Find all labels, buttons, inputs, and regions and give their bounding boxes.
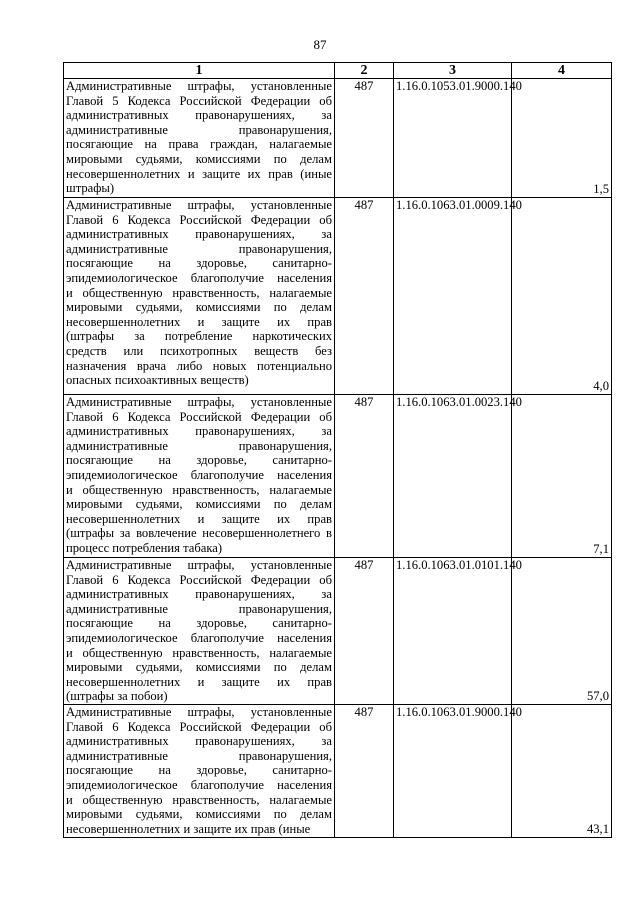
row-amount: 4,0 — [512, 198, 612, 395]
page-number: 87 — [313, 37, 327, 52]
description-line: Главой 5 Кодекса Российской Федерации об — [66, 93, 332, 108]
description-line: административных правонарушениях, за — [66, 108, 332, 123]
row-amount: 1,5 — [512, 79, 612, 198]
description-line: несовершеннолетних и защите их прав (иные — [66, 166, 332, 181]
description-line: Административные штрафы, установленные — [66, 198, 332, 212]
row-description — [64, 558, 335, 705]
description-line: административных правонарушениях, за — [66, 424, 332, 439]
row-description — [64, 198, 335, 395]
description-line: административных правонарушениях, за — [66, 227, 332, 242]
description-line: мировыми судьями, комиссиями по делам — [66, 807, 332, 822]
description-line: Административные штрафы, установленные — [66, 395, 332, 409]
header-col-2: 2 — [335, 63, 394, 79]
description-line: мировыми судьями, комиссиями по делам — [66, 151, 332, 166]
description-line: Главой 6 Кодекса Российской Федерации об — [66, 572, 332, 587]
description-line: административные правонарушения, — [66, 601, 332, 616]
description-line: несовершеннолетних и защите их прав — [66, 511, 332, 526]
row-admin-code: 487 — [335, 395, 394, 558]
description-line: административные правонарушения, — [66, 438, 332, 453]
description-line: административные правонарушения, — [66, 122, 332, 137]
description-line: и общественную нравственность, налагаемые — [66, 645, 332, 660]
row-admin-code: 487 — [335, 558, 394, 705]
table-row — [64, 558, 612, 705]
table-row — [64, 705, 612, 838]
table-row — [64, 395, 612, 558]
description-line: несовершеннолетних и защите их прав — [66, 674, 332, 689]
table-header-row — [64, 63, 612, 79]
description-line: посягающие на здоровье, санитарно- — [66, 256, 332, 271]
description-line: и общественную нравственность, налагаемые — [66, 792, 332, 807]
row-classification-code: 1.16.0.1063.01.0023.140 — [394, 395, 512, 558]
description-line: эпидемиологическое благополучие населения — [66, 630, 332, 645]
budget-revenue-table — [63, 62, 612, 838]
row-classification-code: 1.16.0.1063.01.0009.140 — [394, 198, 512, 395]
description-line: эпидемиологическое благополучие населения — [66, 270, 332, 285]
description-line: Административные штрафы, установленные — [66, 705, 332, 719]
row-admin-code: 487 — [335, 198, 394, 395]
description-line: Административные штрафы, установленные — [66, 79, 332, 93]
row-amount: 7,1 — [512, 395, 612, 558]
description-line: посягающие на здоровье, санитарно- — [66, 616, 332, 631]
description-line: административных правонарушениях, за — [66, 587, 332, 602]
description-line: Административные штрафы, установленные — [66, 558, 332, 572]
description-line: мировыми судьями, комиссиями по делам — [66, 660, 332, 675]
description-line: несовершеннолетних и защите их прав (иные — [66, 821, 311, 836]
description-line: процесс потребления табака) — [66, 540, 223, 555]
header-col-3: 3 — [394, 63, 512, 79]
description-line: назначения врача либо новых потенциально — [66, 358, 332, 373]
row-classification-code: 1.16.0.1063.01.0101.140 — [394, 558, 512, 705]
description-line: административных правонарушениях, за — [66, 734, 332, 749]
row-amount: 43,1 — [512, 705, 612, 838]
row-classification-code: 1.16.0.1063.01.9000.140 — [394, 705, 512, 838]
description-line: (штрафы за потребление наркотических — [66, 329, 332, 344]
description-line: штрафы) — [66, 181, 115, 196]
row-classification-code: 1.16.0.1053.01.9000.140 — [394, 79, 512, 198]
row-description — [64, 79, 335, 198]
description-line: посягающие на здоровье, санитарно- — [66, 763, 332, 778]
description-line: эпидемиологическое благополучие населения — [66, 777, 332, 792]
description-line: мировыми судьями, комиссиями по делам — [66, 497, 332, 512]
row-admin-code: 487 — [335, 79, 394, 198]
description-line: Главой 6 Кодекса Российской Федерации об — [66, 212, 332, 227]
row-amount: 57,0 — [512, 558, 612, 705]
description-line: и общественную нравственность, налагаемые — [66, 482, 332, 497]
description-line: Главой 6 Кодекса Российской Федерации об — [66, 409, 332, 424]
description-line: и общественную нравственность, налагаемые — [66, 285, 332, 300]
description-line: (штрафы за побои) — [66, 689, 168, 704]
description-line: административные правонарушения, — [66, 748, 332, 763]
header-col-1: 1 — [64, 63, 335, 79]
row-description — [64, 395, 335, 558]
description-line: административные правонарушения, — [66, 241, 332, 256]
description-line: эпидемиологическое благополучие населения — [66, 467, 332, 482]
description-line: мировыми судьями, комиссиями по делам — [66, 300, 332, 315]
description-line: несовершеннолетних и защите их прав — [66, 314, 332, 329]
description-line: посягающие на здоровье, санитарно- — [66, 453, 332, 468]
description-line: опасных психоактивных веществ) — [66, 373, 249, 388]
header-col-4: 4 — [512, 63, 612, 79]
row-admin-code: 487 — [335, 705, 394, 838]
description-line: (штрафы за вовлечение несовершеннолетнего в — [66, 526, 332, 541]
description-line: средств или психотропных веществ без — [66, 343, 332, 358]
table-row — [64, 198, 612, 395]
description-line: Главой 6 Кодекса Российской Федерации об — [66, 719, 332, 734]
table-row — [64, 79, 612, 198]
description-line: посягающие на права граждан, налагаемые — [66, 137, 332, 152]
row-description — [64, 705, 335, 838]
